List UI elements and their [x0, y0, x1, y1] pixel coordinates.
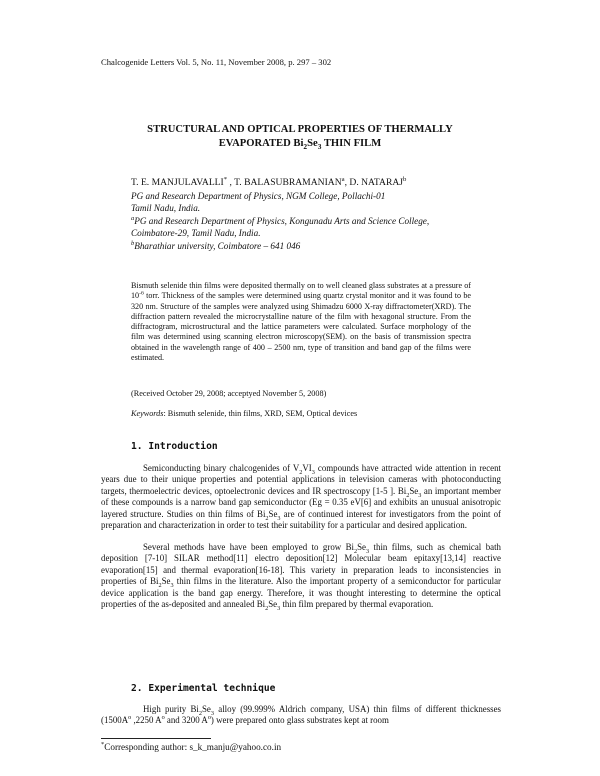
received-dates: (Received October 29, 2008; acceptyed November 5, 2008) — [131, 389, 327, 398]
section-heading-introduction: 1. Introduction — [131, 441, 218, 452]
footnote-corresponding-author: *Corresponding author: s_k_manju@yahoo.co.in — [101, 740, 282, 752]
intro-paragraph-1: Semiconducting binary chalcogenides of $V_2VI_3$ compounds have attracted wide attention in recent years due to their unique properties and potential applications in television cameras with photoconducting targets, thermoelectric devices, optoelectronic devices and IR spectroscopy [1-5 ]. $Bi_2Se_3$ an important member of these compounds is a narrow band gap semiconductor (Eg = 0.35 eV[6] and exhibits an unusual anisotropic layered structure. Studies on thin films of $Bi_2Se_3$ are of continued interest for investigators from the point of preparation and characterization in order to test their suitability for a particular and desired application. — [101, 463, 502, 531]
affiliation-1-line-2: Tamil Nadu, India. — [131, 203, 201, 214]
author-list: T. E. MANJULAVALLI* , T. BALASUBRAMANIAN$^a$, D. NATARAJ$^b$ — [131, 175, 407, 188]
affiliation-2-line-2: Coimbatore-29, Tamil Nadu, India. — [131, 228, 261, 239]
footnote-divider — [101, 738, 211, 739]
keywords: Keywords: Bismuth selenide, thin films, XRD, SEM, Optical devices — [131, 409, 358, 418]
intro-paragraph-2: Several methods have have been employed to grow $Bi_2Se_3$ thin films, such as chemical bath deposition [7-10] SILAR method[11] electro deposition[12] Molecular beam epitaxy[13,14] reactive evaporation[15] and thermal evaporation[16-18]. This variety in preparation leads to inconsistencies in properties of $Bi_2Se_3$ thin films in the literature. Also the important property of a semiconductor for particular device application is the band gap energy. Therefore, it was thought interesting to determine the optical properties of the as-deposited and annealed $Bi_2Se_3$ thin film prepared by thermal evaporation. — [101, 542, 501, 612]
keywords-label: Keywords — [131, 409, 164, 418]
affiliation-2-line-1: $^a$PG and Research Department of Physics, Kongunadu Arts and Science College, — [131, 214, 430, 226]
experimental-paragraph-1: High purity $Bi_2Se_3$ alloy (99.999% Aldrich company, USA) thin films of different thicknesses ($1500A^o$ ,2250 $A^o$ and 3200 $A^o$) were prepared onto glass substrates kept at room — [101, 704, 501, 726]
title-line-2: EVAPORATED $Bi_2Se_3$ THIN FILM — [218, 138, 382, 152]
abstract: Bismuth selenide thin films were deposited thermally on to well cleaned glass substrates at a pressure of $10^{-6}$ torr. Thickness of the samples were determined using quartz crystal monitor and it was found to be 320 nm. Structure of the samples were analyzed using Shimadzu 6000 X-ray diffractometer(XRD). The diffraction pattern revealed the microcrystalline nature of the film with hexagonal structure. From the diffractogram, microstructural and the lattice parameters were calculated. Surface morphology of the film was determined using scanning electron microscopy(SEM). on the basis of transmission spectra obtained in the wavelength range of 400 – 2500 nm, type of transition and band gap of the films were estimated. — [131, 281, 471, 363]
affiliation-3-line-1: $^b$Bharathiar university, Coimbatore – 641 046 — [131, 239, 301, 251]
affiliation-list — [131, 190, 571, 252]
section-heading-experimental: 2. Experimental technique — [131, 683, 276, 694]
affiliation-1-line-1: PG and Research Department of Physics, NGM College, Pollachi-01 — [131, 191, 386, 201]
title-line-1: STRUCTURAL AND OPTICAL PROPERTIES OF THERMALLY — [147, 124, 453, 135]
paper-title — [0, 123, 600, 151]
journal-header: Chalcogenide Letters Vol. 5, No. 11, November 2008, p. 297 – 302 — [101, 57, 332, 67]
